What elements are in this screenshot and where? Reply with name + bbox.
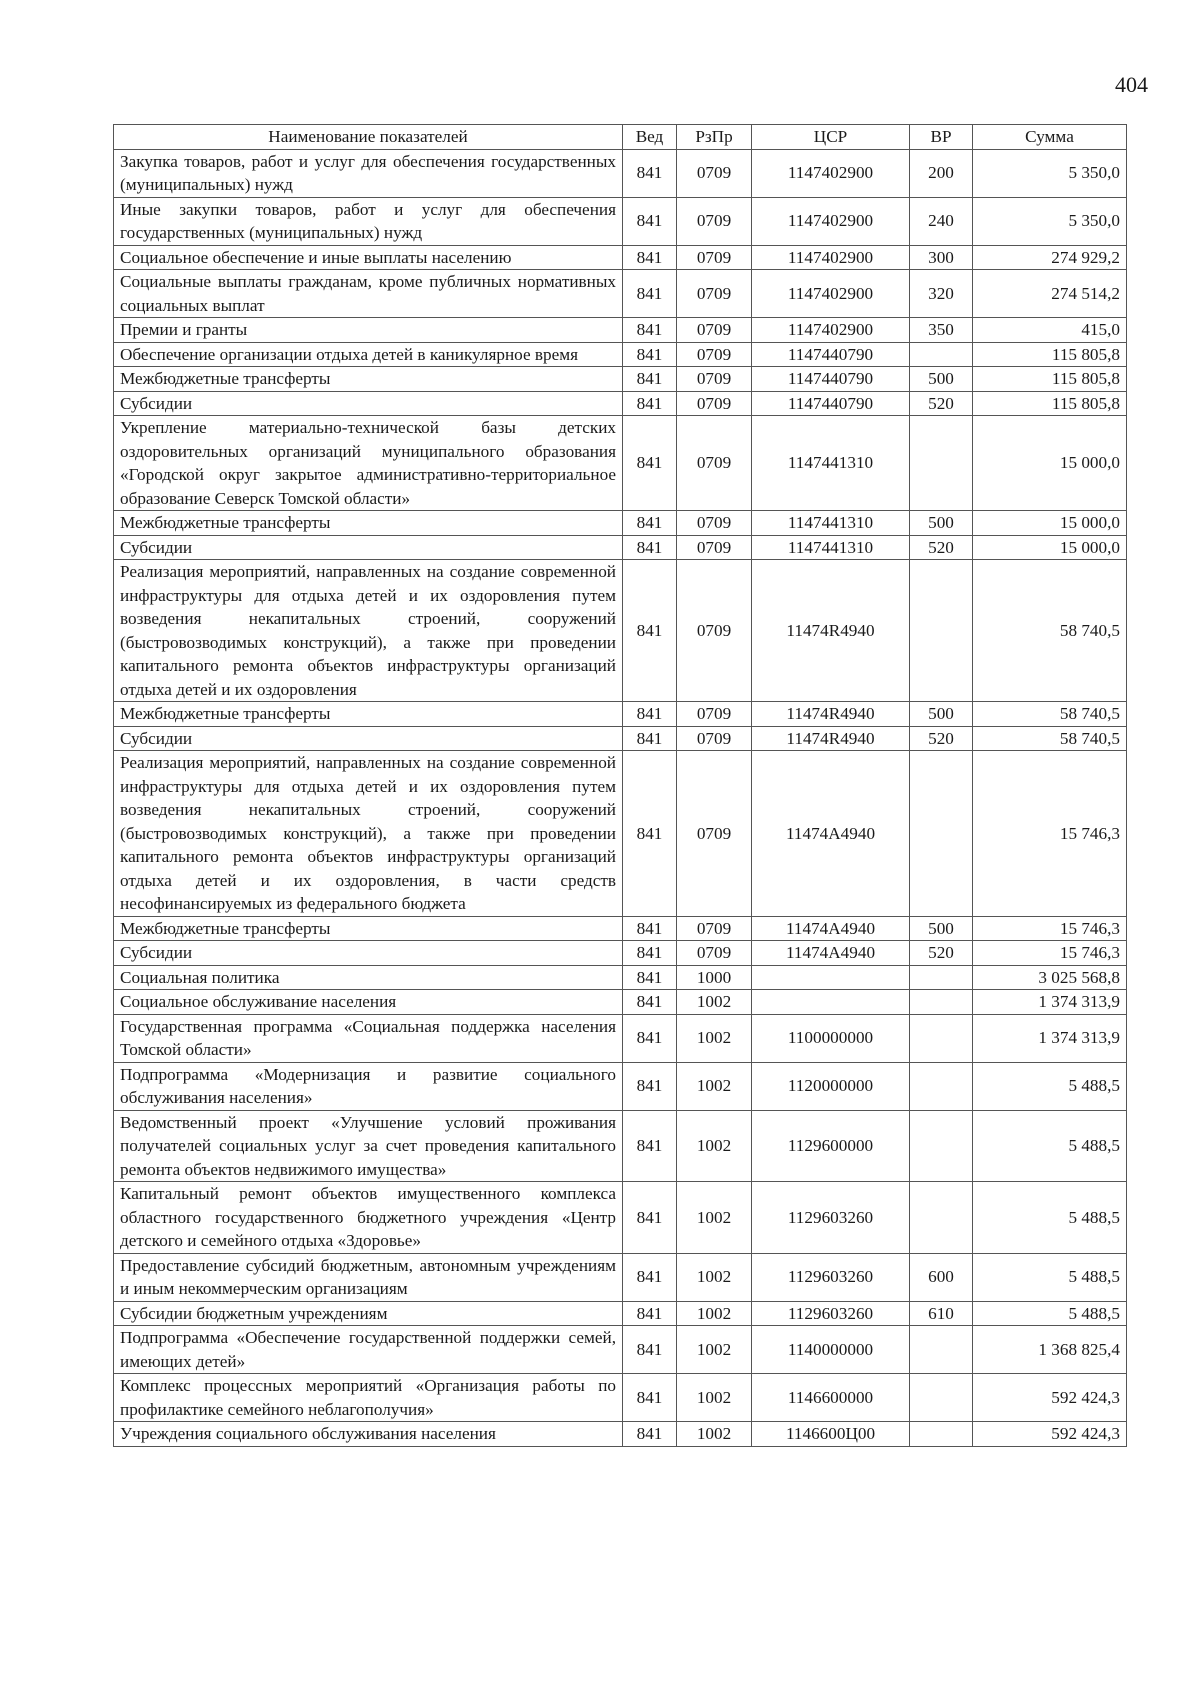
table-row <box>114 1253 1127 1301</box>
cell-rzpr: 0709 <box>677 342 752 367</box>
cell-ved: 841 <box>623 1014 677 1062</box>
table-row <box>114 1062 1127 1110</box>
cell-vr: 320 <box>910 270 973 318</box>
cell-vr: 200 <box>910 149 973 197</box>
cell-sum: 15 000,0 <box>973 511 1127 536</box>
cell-vr <box>910 1374 973 1422</box>
cell-name: Учреждения социального обслуживания населения <box>114 1422 623 1447</box>
cell-rzpr: 1002 <box>677 1374 752 1422</box>
table-row <box>114 342 1127 367</box>
cell-rzpr: 1002 <box>677 1326 752 1374</box>
table-row <box>114 916 1127 941</box>
table-row <box>114 941 1127 966</box>
cell-sum: 115 805,8 <box>973 391 1127 416</box>
cell-sum: 1 374 313,9 <box>973 1014 1127 1062</box>
table-row <box>114 751 1127 917</box>
cell-rzpr: 0709 <box>677 197 752 245</box>
table-row <box>114 367 1127 392</box>
cell-name: Субсидии <box>114 726 623 751</box>
cell-vr <box>910 1062 973 1110</box>
cell-name: Межбюджетные трансферты <box>114 702 623 727</box>
cell-csr: 1147440790 <box>752 367 910 392</box>
cell-sum: 274 514,2 <box>973 270 1127 318</box>
cell-csr: 1147441310 <box>752 535 910 560</box>
cell-csr: 1140000000 <box>752 1326 910 1374</box>
cell-name: Субсидии <box>114 535 623 560</box>
header-sum: Сумма <box>973 125 1127 150</box>
cell-ved: 841 <box>623 149 677 197</box>
table-row <box>114 702 1127 727</box>
cell-rzpr: 1000 <box>677 965 752 990</box>
cell-rzpr: 1002 <box>677 990 752 1015</box>
cell-rzpr: 1002 <box>677 1182 752 1254</box>
cell-vr <box>910 990 973 1015</box>
cell-csr: 1147402900 <box>752 149 910 197</box>
cell-rzpr: 0709 <box>677 391 752 416</box>
cell-sum: 15 746,3 <box>973 941 1127 966</box>
cell-ved: 841 <box>623 1253 677 1301</box>
cell-sum: 5 488,5 <box>973 1062 1127 1110</box>
cell-sum: 5 350,0 <box>973 197 1127 245</box>
cell-rzpr: 0709 <box>677 726 752 751</box>
table-row <box>114 149 1127 197</box>
cell-rzpr: 1002 <box>677 1062 752 1110</box>
table-row <box>114 318 1127 343</box>
table-header-row <box>114 125 1127 150</box>
cell-csr: 1147402900 <box>752 270 910 318</box>
cell-vr <box>910 751 973 917</box>
cell-ved: 841 <box>623 270 677 318</box>
table-row <box>114 197 1127 245</box>
header-vr: ВР <box>910 125 973 150</box>
cell-sum: 3 025 568,8 <box>973 965 1127 990</box>
cell-ved: 841 <box>623 1374 677 1422</box>
cell-sum: 5 350,0 <box>973 149 1127 197</box>
cell-rzpr: 0709 <box>677 751 752 917</box>
cell-name: Реализация мероприятий, направленных на создание современной инфраструктуры для отдыха детей и их оздоровления путем возведения некапитальных строений, сооружений (быстровозводимых конструкций), а также при проведении капитального ремонта объектов инфраструктуры организаций отдыха детей и их оздоровления, в части средств несофинансируемых из федерального бюджета <box>114 751 623 917</box>
cell-ved: 841 <box>623 342 677 367</box>
table-row <box>114 1422 1127 1447</box>
table-row <box>114 416 1127 511</box>
cell-sum: 1 374 313,9 <box>973 990 1127 1015</box>
cell-ved: 841 <box>623 941 677 966</box>
cell-csr: 1147440790 <box>752 342 910 367</box>
cell-sum: 5 488,5 <box>973 1110 1127 1182</box>
cell-csr: 1147402900 <box>752 197 910 245</box>
cell-name: Комплекс процессных мероприятий «Организация работы по профилактике семейного неблагополучия» <box>114 1374 623 1422</box>
cell-name: Иные закупки товаров, работ и услуг для обеспечения государственных (муниципальных) нужд <box>114 197 623 245</box>
cell-name: Обеспечение организации отдыха детей в каникулярное время <box>114 342 623 367</box>
cell-vr: 520 <box>910 726 973 751</box>
cell-vr <box>910 1110 973 1182</box>
cell-rzpr: 0709 <box>677 416 752 511</box>
cell-rzpr: 1002 <box>677 1422 752 1447</box>
cell-csr: 1120000000 <box>752 1062 910 1110</box>
cell-name: Межбюджетные трансферты <box>114 367 623 392</box>
cell-ved: 841 <box>623 511 677 536</box>
table-row <box>114 391 1127 416</box>
cell-rzpr: 0709 <box>677 916 752 941</box>
cell-csr: 1129603260 <box>752 1182 910 1254</box>
cell-csr: 11474A4940 <box>752 916 910 941</box>
cell-csr: 1129603260 <box>752 1253 910 1301</box>
cell-vr: 500 <box>910 916 973 941</box>
cell-ved: 841 <box>623 965 677 990</box>
cell-sum: 15 000,0 <box>973 416 1127 511</box>
cell-sum: 115 805,8 <box>973 367 1127 392</box>
cell-vr: 520 <box>910 941 973 966</box>
cell-csr: 11474R4940 <box>752 726 910 751</box>
table-row <box>114 560 1127 702</box>
cell-name: Межбюджетные трансферты <box>114 511 623 536</box>
cell-rzpr: 0709 <box>677 941 752 966</box>
table-row <box>114 1374 1127 1422</box>
cell-vr <box>910 965 973 990</box>
cell-sum: 58 740,5 <box>973 726 1127 751</box>
cell-ved: 841 <box>623 318 677 343</box>
cell-vr <box>910 1326 973 1374</box>
table-row <box>114 726 1127 751</box>
header-ved: Вед <box>623 125 677 150</box>
cell-vr <box>910 1014 973 1062</box>
cell-csr: 1147402900 <box>752 318 910 343</box>
cell-sum: 58 740,5 <box>973 560 1127 702</box>
cell-csr: 11474A4940 <box>752 751 910 917</box>
cell-name: Подпрограмма «Модернизация и развитие социального обслуживания населения» <box>114 1062 623 1110</box>
cell-name: Капитальный ремонт объектов имущественного комплекса областного государственного бюджетного учреждения «Центр детского и семейного отдыха «Здоровье» <box>114 1182 623 1254</box>
cell-vr: 350 <box>910 318 973 343</box>
table-row <box>114 1182 1127 1254</box>
cell-vr: 500 <box>910 702 973 727</box>
cell-rzpr: 0709 <box>677 318 752 343</box>
table-row <box>114 1326 1127 1374</box>
cell-rzpr: 0709 <box>677 270 752 318</box>
cell-name: Ведомственный проект «Улучшение условий проживания получателей социальных услуг за счет проведения капитального ремонта объектов недвижимого имущества» <box>114 1110 623 1182</box>
cell-sum: 415,0 <box>973 318 1127 343</box>
cell-ved: 841 <box>623 367 677 392</box>
cell-vr <box>910 342 973 367</box>
cell-vr: 300 <box>910 245 973 270</box>
cell-sum: 5 488,5 <box>973 1301 1127 1326</box>
cell-name: Социальное обеспечение и иные выплаты населению <box>114 245 623 270</box>
cell-sum: 15 746,3 <box>973 751 1127 917</box>
cell-ved: 841 <box>623 391 677 416</box>
budget-table <box>113 124 1127 1447</box>
cell-name: Социальное обслуживание населения <box>114 990 623 1015</box>
table-row <box>114 535 1127 560</box>
table-row <box>114 1014 1127 1062</box>
cell-vr: 610 <box>910 1301 973 1326</box>
cell-csr: 1146600Ц00 <box>752 1422 910 1447</box>
cell-vr: 520 <box>910 535 973 560</box>
cell-sum: 15 746,3 <box>973 916 1127 941</box>
cell-name: Субсидии бюджетным учреждениям <box>114 1301 623 1326</box>
table-row <box>114 965 1127 990</box>
cell-ved: 841 <box>623 1062 677 1110</box>
cell-csr: 1147402900 <box>752 245 910 270</box>
cell-name: Реализация мероприятий, направленных на создание современной инфраструктуры для отдыха детей и их оздоровления путем возведения некапитальных строений, сооружений (быстровозводимых конструкций), а также при проведении капитального ремонта объектов инфраструктуры организаций отдыха детей и их оздоровления <box>114 560 623 702</box>
table-row <box>114 990 1127 1015</box>
cell-vr <box>910 1422 973 1447</box>
cell-ved: 841 <box>623 1422 677 1447</box>
cell-csr: 1147441310 <box>752 416 910 511</box>
cell-rzpr: 0709 <box>677 245 752 270</box>
cell-csr: 11474R4940 <box>752 702 910 727</box>
cell-ved: 841 <box>623 560 677 702</box>
cell-ved: 841 <box>623 1110 677 1182</box>
header-name: Наименование показателей <box>114 125 623 150</box>
table-row <box>114 1110 1127 1182</box>
cell-ved: 841 <box>623 726 677 751</box>
page-number: 404 <box>1115 72 1148 97</box>
cell-sum: 274 929,2 <box>973 245 1127 270</box>
cell-csr: 11474A4940 <box>752 941 910 966</box>
cell-name: Укрепление материально-технической базы детских оздоровительных организаций муниципального образования «Городской округ закрытое административно-территориальное образование Северск Томской области» <box>114 416 623 511</box>
cell-name: Межбюджетные трансферты <box>114 916 623 941</box>
header-csr: ЦСР <box>752 125 910 150</box>
cell-csr <box>752 965 910 990</box>
cell-csr <box>752 990 910 1015</box>
cell-csr: 1147440790 <box>752 391 910 416</box>
cell-ved: 841 <box>623 990 677 1015</box>
cell-csr: 1129600000 <box>752 1110 910 1182</box>
cell-sum: 15 000,0 <box>973 535 1127 560</box>
cell-rzpr: 0709 <box>677 149 752 197</box>
cell-vr: 240 <box>910 197 973 245</box>
cell-csr: 11474R4940 <box>752 560 910 702</box>
cell-csr: 1129603260 <box>752 1301 910 1326</box>
cell-rzpr: 0709 <box>677 367 752 392</box>
cell-name: Социальная политика <box>114 965 623 990</box>
cell-ved: 841 <box>623 535 677 560</box>
cell-csr: 1100000000 <box>752 1014 910 1062</box>
cell-rzpr: 0709 <box>677 535 752 560</box>
cell-name: Премии и гранты <box>114 318 623 343</box>
cell-ved: 841 <box>623 245 677 270</box>
cell-sum: 1 368 825,4 <box>973 1326 1127 1374</box>
cell-csr: 1147441310 <box>752 511 910 536</box>
header-rzpr: РзПр <box>677 125 752 150</box>
cell-name: Закупка товаров, работ и услуг для обеспечения государственных (муниципальных) нужд <box>114 149 623 197</box>
cell-csr: 1146600000 <box>752 1374 910 1422</box>
cell-rzpr: 0709 <box>677 702 752 727</box>
cell-name: Государственная программа «Социальная поддержка населения Томской области» <box>114 1014 623 1062</box>
cell-name: Субсидии <box>114 941 623 966</box>
table-row <box>114 245 1127 270</box>
table-row <box>114 1301 1127 1326</box>
cell-sum: 592 424,3 <box>973 1422 1127 1447</box>
cell-vr: 500 <box>910 511 973 536</box>
cell-rzpr: 1002 <box>677 1110 752 1182</box>
cell-ved: 841 <box>623 1326 677 1374</box>
cell-ved: 841 <box>623 1182 677 1254</box>
cell-sum: 58 740,5 <box>973 702 1127 727</box>
cell-name: Предоставление субсидий бюджетным, автономным учреждениям и иным некоммерческим организациям <box>114 1253 623 1301</box>
cell-rzpr: 1002 <box>677 1014 752 1062</box>
cell-rzpr: 0709 <box>677 511 752 536</box>
cell-name: Социальные выплаты гражданам, кроме публичных нормативных социальных выплат <box>114 270 623 318</box>
cell-vr: 520 <box>910 391 973 416</box>
cell-name: Подпрограмма «Обеспечение государственной поддержки семей, имеющих детей» <box>114 1326 623 1374</box>
cell-sum: 592 424,3 <box>973 1374 1127 1422</box>
cell-rzpr: 1002 <box>677 1253 752 1301</box>
cell-vr <box>910 1182 973 1254</box>
cell-name: Субсидии <box>114 391 623 416</box>
cell-ved: 841 <box>623 751 677 917</box>
cell-vr: 500 <box>910 367 973 392</box>
cell-ved: 841 <box>623 416 677 511</box>
cell-rzpr: 0709 <box>677 560 752 702</box>
cell-ved: 841 <box>623 702 677 727</box>
cell-rzpr: 1002 <box>677 1301 752 1326</box>
cell-vr: 600 <box>910 1253 973 1301</box>
cell-sum: 115 805,8 <box>973 342 1127 367</box>
cell-vr <box>910 560 973 702</box>
cell-sum: 5 488,5 <box>973 1182 1127 1254</box>
cell-ved: 841 <box>623 1301 677 1326</box>
table-row <box>114 270 1127 318</box>
cell-vr <box>910 416 973 511</box>
cell-ved: 841 <box>623 916 677 941</box>
table-row <box>114 511 1127 536</box>
cell-ved: 841 <box>623 197 677 245</box>
cell-sum: 5 488,5 <box>973 1253 1127 1301</box>
